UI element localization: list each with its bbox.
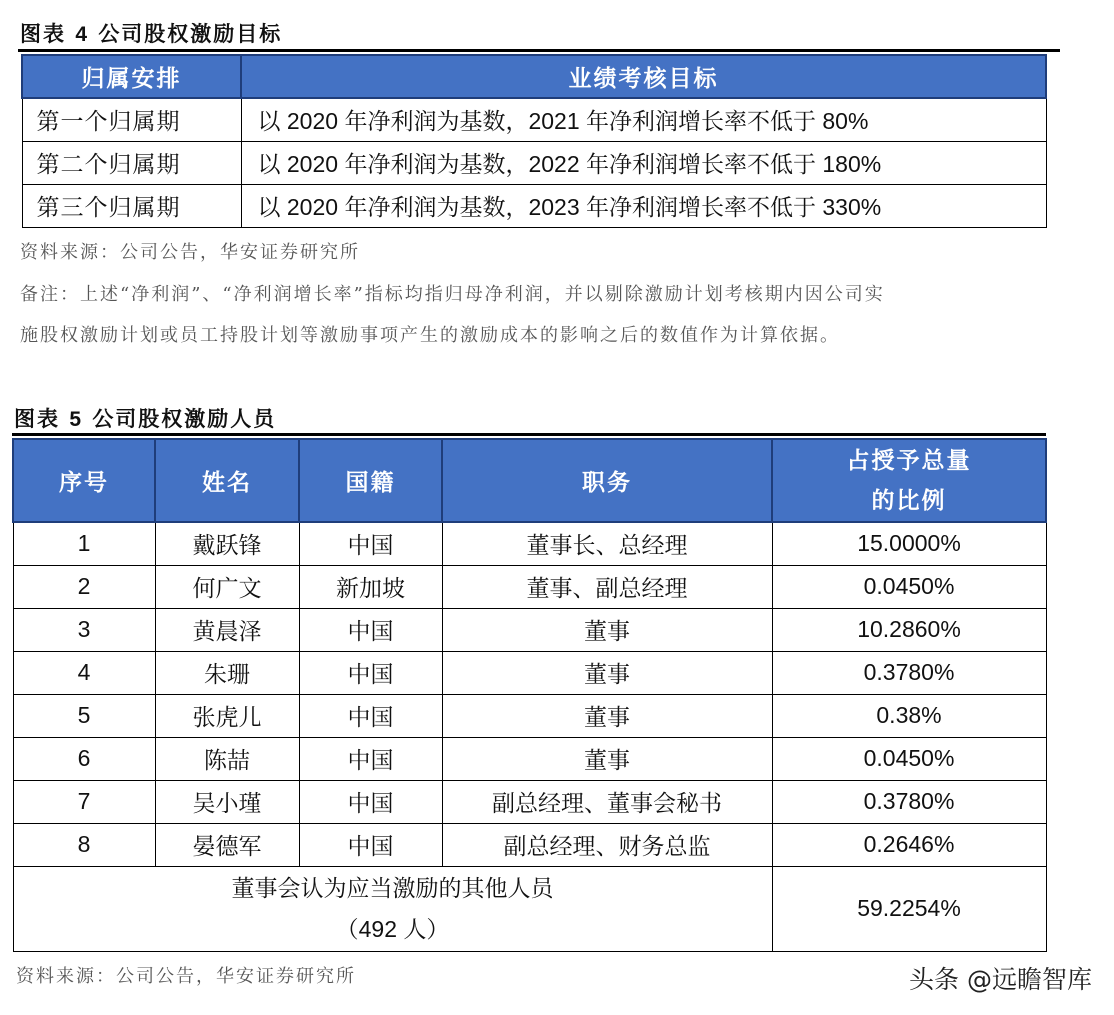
nationality-cell: 中国 — [299, 651, 442, 694]
position-cell: 董事 — [442, 694, 772, 737]
others-label-line1: 董事会认为应当激励的其他人员 — [231, 875, 554, 902]
nationality-cell: 中国 — [299, 823, 442, 866]
figure5-title-text: 公司股权激励人员 — [92, 406, 277, 431]
others-label-line2: （492 人） — [335, 915, 450, 942]
table-row — [13, 522, 1046, 565]
figure4-title — [20, 18, 282, 48]
table-row — [22, 141, 1046, 184]
position-cell: 董事 — [442, 651, 772, 694]
figure4-note-line2: 施股权激励计划或员工持股计划等激励事项产生的激励成本的影响之后的数值作为计算依据。 — [20, 325, 840, 346]
name-cell: 陈喆 — [155, 737, 299, 780]
table-row — [13, 565, 1046, 608]
target-cell: 以 2020 年净利润为基数，2021 年净利润增长率不低于 80% — [241, 98, 1046, 141]
nationality-cell: 中国 — [299, 694, 442, 737]
figure5-title — [14, 403, 276, 433]
number-cell: 8 — [13, 823, 155, 866]
nationality-cell: 中国 — [299, 522, 442, 565]
header-grant-ratio-line2: 的比例 — [871, 486, 947, 514]
grant-ratio-cell: 0.3780% — [772, 780, 1046, 823]
figure4-title-number: 4 — [75, 23, 89, 46]
header-position: 职务 — [442, 439, 772, 522]
grant-ratio-cell: 0.0450% — [772, 565, 1046, 608]
position-cell: 董事长、总经理 — [442, 522, 772, 565]
table-row — [13, 823, 1046, 866]
position-cell: 董事、副总经理 — [442, 565, 772, 608]
position-cell: 董事 — [442, 737, 772, 780]
others-ratio-cell: 59.2254% — [772, 866, 1046, 951]
name-cell: 朱珊 — [155, 651, 299, 694]
name-cell: 晏德军 — [155, 823, 299, 866]
figure4-table — [21, 54, 1047, 228]
name-cell: 何广文 — [155, 565, 299, 608]
grant-ratio-cell: 0.38% — [772, 694, 1046, 737]
grant-ratio-cell: 10.2860% — [772, 608, 1046, 651]
table-row — [13, 780, 1046, 823]
figure4-note-line1: 备注：上述“净利润”、“净利润增长率”指标均指归母净利润，并以剔除激励计划考核期内因公司实 — [20, 284, 885, 305]
position-cell: 副总经理、财务总监 — [442, 823, 772, 866]
header-number: 序号 — [13, 439, 155, 522]
figure5-title-prefix: 图表 — [14, 406, 60, 431]
figure4-source: 资料来源：公司公告，华安证券研究所 — [20, 242, 360, 263]
table-row — [13, 651, 1046, 694]
grant-ratio-cell: 0.2646% — [772, 823, 1046, 866]
figure4-header-row — [22, 55, 1046, 98]
figure5-title-rule — [12, 433, 1046, 436]
figure5-header-row — [13, 439, 1046, 522]
header-nationality: 国籍 — [299, 439, 442, 522]
figure5-table — [12, 438, 1047, 952]
others-row — [13, 866, 1046, 951]
figure4-title-prefix: 图表 — [20, 21, 66, 46]
vesting-period-cell: 第三个归属期 — [22, 184, 241, 227]
table-row — [13, 694, 1046, 737]
name-cell: 黄晨泽 — [155, 608, 299, 651]
figure4-title-text: 公司股权激励目标 — [98, 21, 283, 46]
grant-ratio-cell: 15.0000% — [772, 522, 1046, 565]
number-cell: 6 — [13, 737, 155, 780]
header-name: 姓名 — [155, 439, 299, 522]
header-performance-target: 业绩考核目标 — [241, 55, 1046, 98]
nationality-cell: 中国 — [299, 608, 442, 651]
number-cell: 2 — [13, 565, 155, 608]
watermark: 头条 @远瞻智库 — [909, 965, 1092, 994]
number-cell: 1 — [13, 522, 155, 565]
table-row — [13, 608, 1046, 651]
nationality-cell: 中国 — [299, 780, 442, 823]
grant-ratio-cell: 0.0450% — [772, 737, 1046, 780]
figure5-table-body — [13, 522, 1046, 866]
target-cell: 以 2020 年净利润为基数，2023 年净利润增长率不低于 330% — [241, 184, 1046, 227]
name-cell: 戴跃锋 — [155, 522, 299, 565]
name-cell: 张虎儿 — [155, 694, 299, 737]
vesting-period-cell: 第二个归属期 — [22, 141, 241, 184]
header-vesting-arrangement: 归属安排 — [22, 55, 241, 98]
table-row — [22, 98, 1046, 141]
vesting-period-cell: 第一个归属期 — [22, 98, 241, 141]
nationality-cell: 新加坡 — [299, 565, 442, 608]
number-cell: 3 — [13, 608, 155, 651]
table-row — [22, 184, 1046, 227]
number-cell: 4 — [13, 651, 155, 694]
figure5-title-number: 5 — [69, 408, 83, 431]
header-grant-ratio-line1: 占授予总量 — [846, 446, 972, 474]
position-cell: 副总经理、董事会秘书 — [442, 780, 772, 823]
target-cell: 以 2020 年净利润为基数，2022 年净利润增长率不低于 180% — [241, 141, 1046, 184]
position-cell: 董事 — [442, 608, 772, 651]
grant-ratio-cell: 0.3780% — [772, 651, 1046, 694]
number-cell: 5 — [13, 694, 155, 737]
others-label-cell — [13, 866, 772, 951]
table-row — [13, 737, 1046, 780]
figure4-title-rule — [18, 49, 1060, 52]
name-cell: 吴小瑾 — [155, 780, 299, 823]
figure5-source: 资料来源：公司公告，华安证券研究所 — [16, 966, 356, 987]
nationality-cell: 中国 — [299, 737, 442, 780]
number-cell: 7 — [13, 780, 155, 823]
header-grant-ratio — [772, 439, 1046, 522]
